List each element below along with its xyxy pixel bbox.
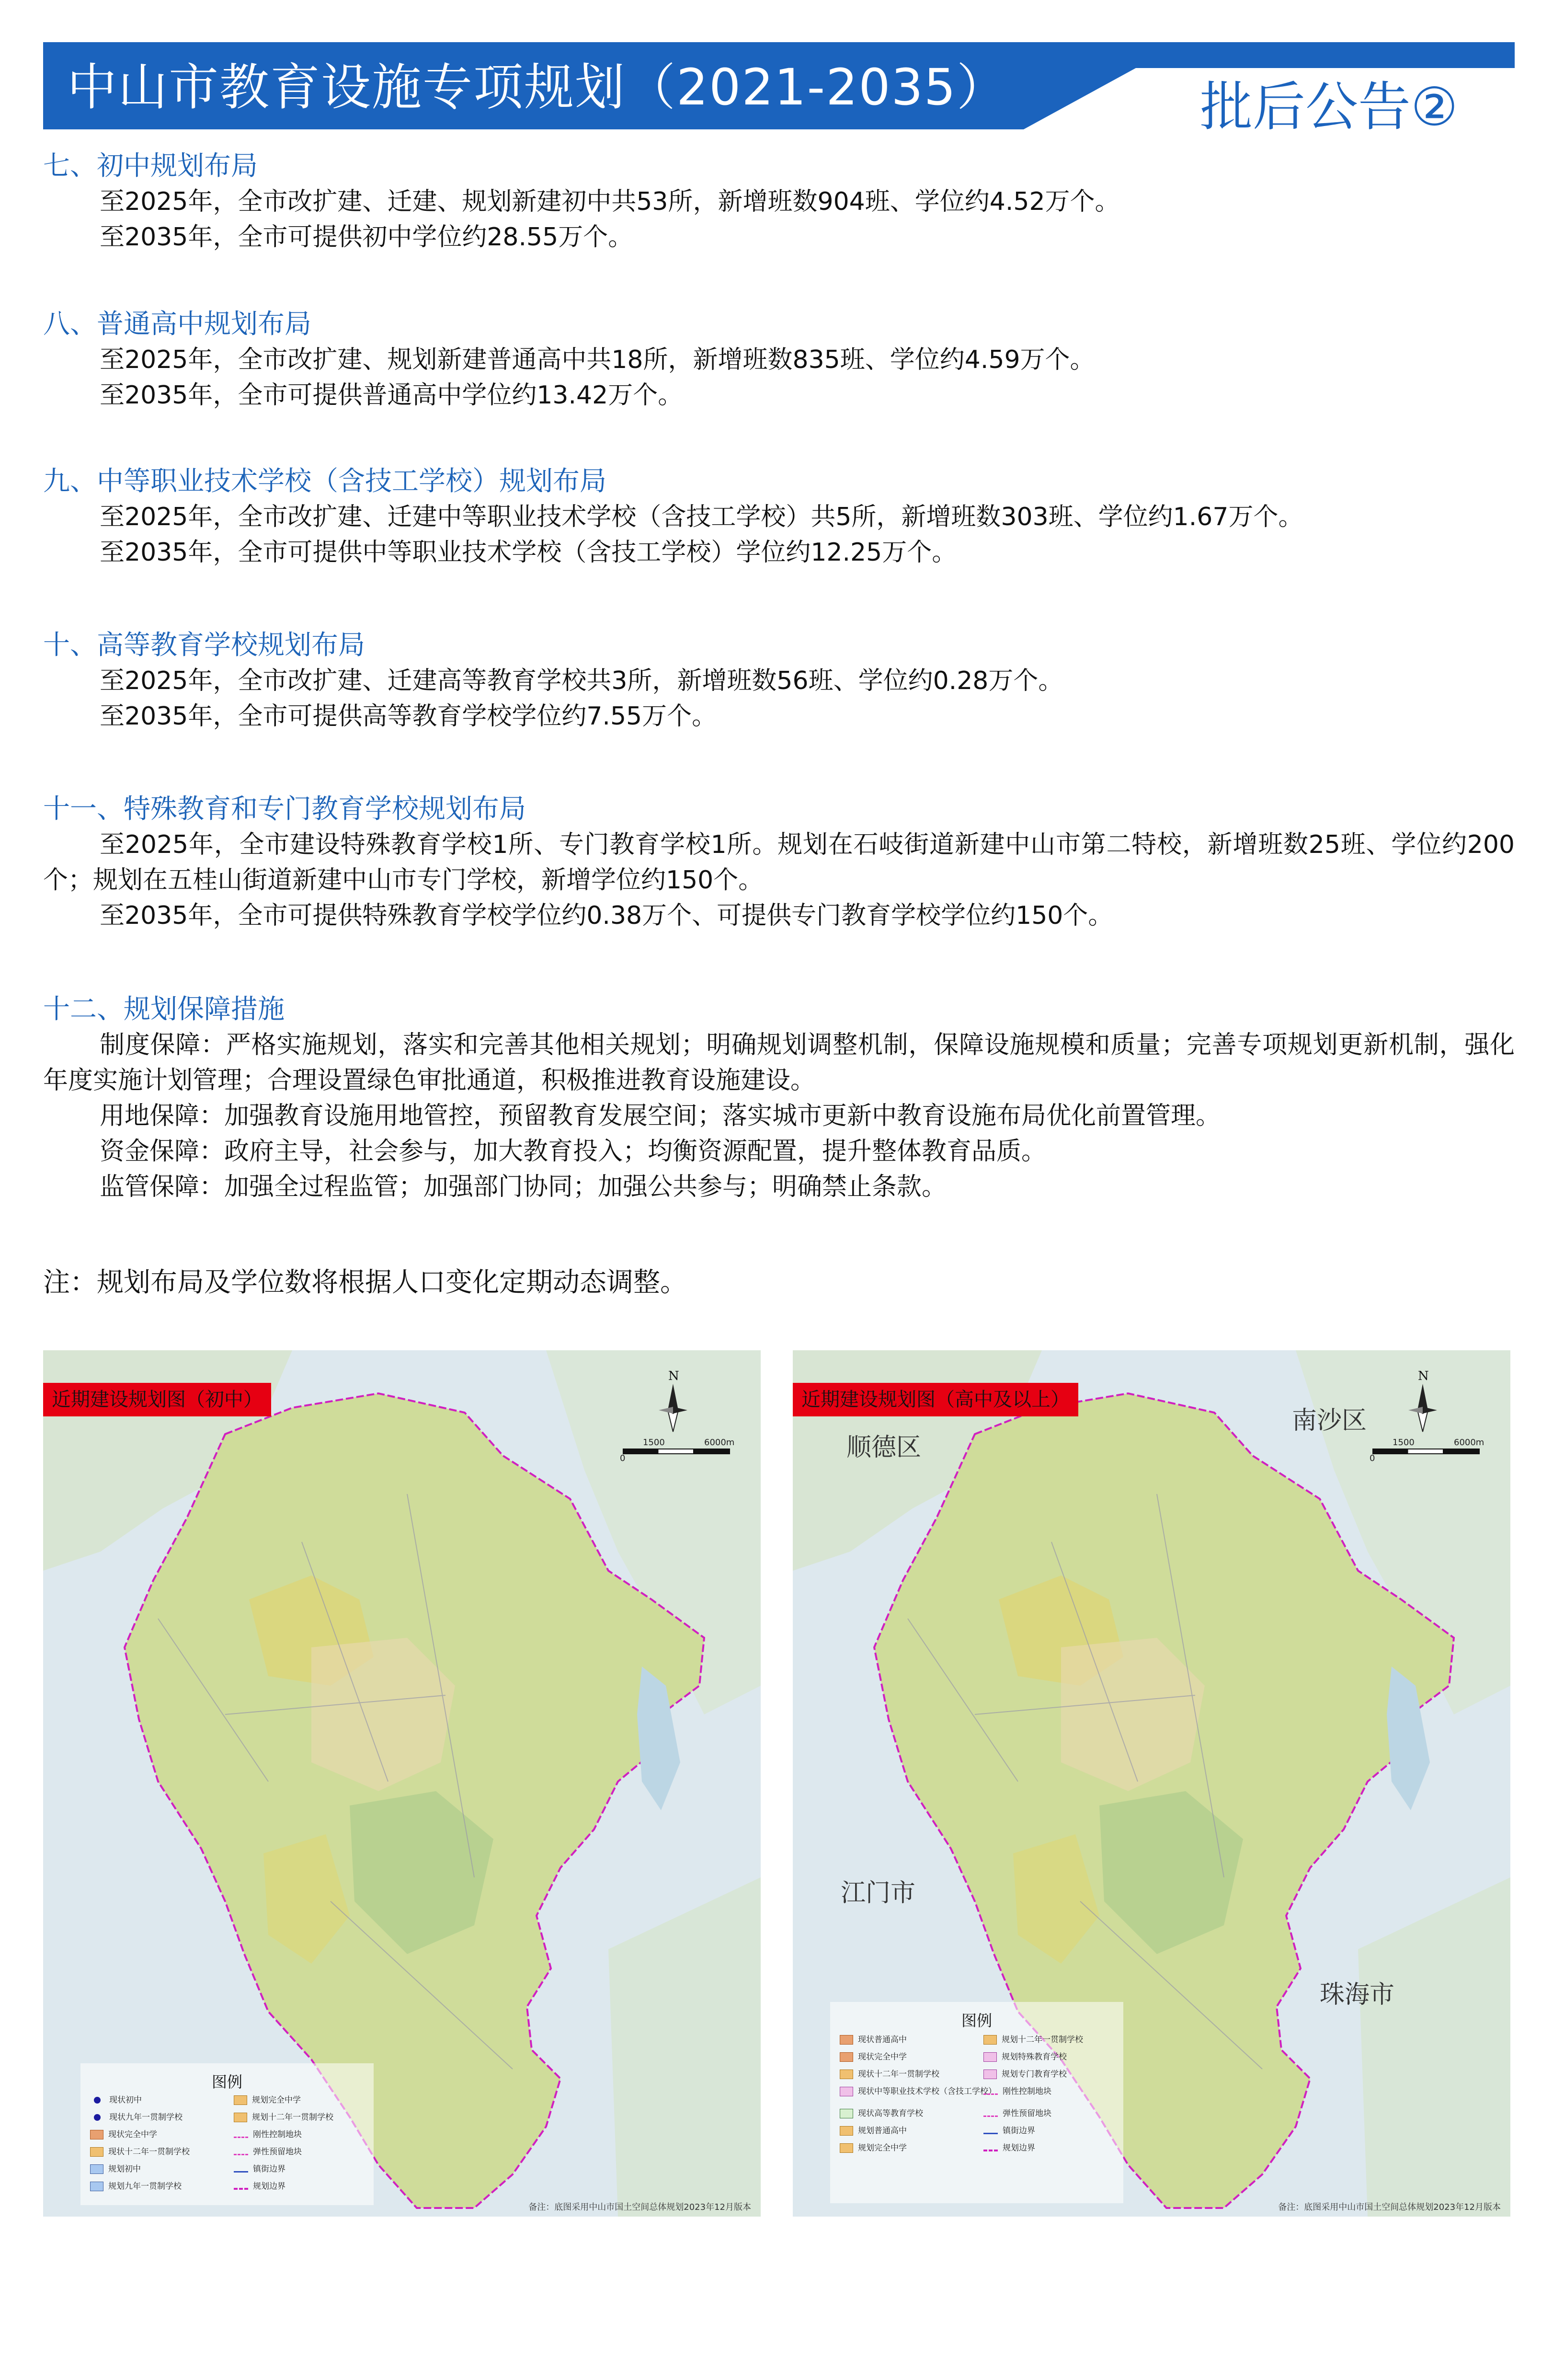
- section-title: 九、中等职业技术学校（含技工学校）规划布局: [43, 466, 606, 497]
- legend-item: 刚性控制地块: [983, 2085, 1051, 2098]
- legend-item: 规划专门教育学校: [983, 2068, 1067, 2081]
- section-paragraph: 至2035年，全市可提供特殊教育学校学位约0.38万个、可提供专门教育学校学位约150个。: [100, 901, 1113, 930]
- square-icon: [90, 2164, 103, 2174]
- legend-item: 现状十二年一贯制学校: [840, 2068, 939, 2081]
- line-icon: [234, 2188, 248, 2190]
- legend-item: 现状高等教育学校: [840, 2107, 923, 2120]
- line-icon: [234, 2154, 248, 2155]
- north-label: N: [668, 1369, 679, 1383]
- square-icon: [90, 2182, 103, 2191]
- section-paragraph: 至2035年，全市可提供普通高中学位约13.42万个。: [100, 381, 683, 410]
- map-header: 近期建设规划图（初中）: [43, 1383, 271, 1416]
- section-safeguards: [43, 992, 1515, 1205]
- legend-item: 镇街边界: [983, 2125, 1035, 2137]
- legend-item: 现状中等职业技术学校（含技工学校）: [840, 2085, 996, 2098]
- section-senior-high: [43, 307, 1515, 413]
- announcement-badge: 批后公告②: [1200, 76, 1458, 138]
- scale-bar: [1372, 1449, 1480, 1454]
- map-header: 近期建设规划图（高中及以上）: [793, 1383, 1078, 1416]
- square-icon: [90, 2147, 103, 2157]
- square-icon: [983, 2070, 997, 2079]
- adjustment-note: 注：规划布局及学位数将根据人口变化定期动态调整。: [43, 1267, 687, 1298]
- map-legend: [80, 2063, 374, 2205]
- section-title: 十二、规划保障措施: [43, 994, 285, 1025]
- region-label-shunde: 顺德区: [846, 1433, 922, 1462]
- legend-item: 弹性预留地块: [234, 2146, 302, 2158]
- legend-item: 现状完全中学: [90, 2128, 157, 2141]
- square-icon: [840, 2070, 853, 2079]
- square-icon: [840, 2035, 853, 2045]
- line-icon: [983, 2116, 998, 2117]
- legend-item: 规划初中: [90, 2163, 141, 2175]
- compass-icon: [1406, 1369, 1439, 1441]
- line-icon: [983, 2093, 998, 2095]
- section-paragraph: 至2025年，全市改扩建、迁建中等职业技术学校（含技工学校）共5所，新增班数303班、学位约1.67万个。: [100, 503, 1303, 531]
- square-icon: [983, 2052, 997, 2062]
- section-paragraph: 至2035年，全市可提供初中学位约28.55万个。: [100, 223, 633, 252]
- square-icon: [840, 2087, 853, 2096]
- map-junior-high: [43, 1350, 761, 2217]
- section-title: 十一、特殊教育和专门教育学校规划布局: [43, 793, 526, 825]
- legend-item: 现状完全中学: [840, 2051, 907, 2063]
- legend-item: 现状九年一贯制学校: [90, 2111, 183, 2124]
- dot-icon: [90, 2095, 104, 2105]
- map-legend: [830, 2002, 1123, 2203]
- north-arrow: [656, 1369, 690, 1441]
- section-paragraph: 资金保障：政府主导，社会参与，加大教育投入；均衡资源配置，提升整体教育品质。: [100, 1137, 1047, 1166]
- scale-label-start: 0: [620, 1453, 626, 1463]
- legend-item: 现状十二年一贯制学校: [90, 2146, 190, 2158]
- legend-item: 规划十二年一贯制学校: [983, 2034, 1083, 2046]
- section-paragraph: 至2025年，全市改扩建、迁建、规划新建初中共53所，新增班数904班、学位约4.52万个。: [100, 187, 1120, 216]
- line-icon: [234, 2171, 248, 2173]
- scale-bar: [623, 1449, 730, 1454]
- legend-item: 规划普通高中: [840, 2125, 907, 2137]
- region-label-zhuhai: 珠海市: [1320, 1980, 1395, 2009]
- section-higher-education: [43, 628, 1515, 734]
- legend-item: 现状普通高中: [840, 2034, 907, 2046]
- section-paragraph: 至2025年，全市改扩建、规划新建普通高中共18所，新增班数835班、学位约4.59万个。: [100, 345, 1095, 374]
- legend-item: 规划九年一贯制学校: [90, 2180, 182, 2193]
- legend-item: 规划十二年一贯制学校: [234, 2111, 333, 2124]
- dot-icon: [90, 2113, 104, 2122]
- square-icon: [90, 2130, 103, 2139]
- legend-item: 规划完全中学: [234, 2094, 301, 2106]
- legend-item: 现状初中: [90, 2094, 142, 2106]
- legend-item: 规划边界: [983, 2142, 1035, 2154]
- scale-label-mid: 1500: [1393, 1437, 1415, 1448]
- region-label-jiangmen: 江门市: [841, 1879, 916, 1908]
- compass-icon: [656, 1369, 690, 1441]
- scale-label-end: 6000m: [704, 1437, 735, 1448]
- square-icon: [840, 2126, 853, 2136]
- map-footnote: 备注：底图采用中山市国土空间总体规划2023年12月版本: [528, 2202, 751, 2212]
- map-senior-high: [793, 1350, 1510, 2217]
- scale-label-mid: 1500: [643, 1437, 665, 1448]
- square-icon: [234, 2095, 247, 2105]
- map-footnote: 备注：底图采用中山市国土空间总体规划2023年12月版本: [1278, 2202, 1501, 2212]
- section-title: 十、高等教育学校规划布局: [43, 630, 365, 661]
- section-paragraph: 制度保障：严格实施规划，落实和完善其他相关规划；明确规划调整机制，保障设施规模和质量；完善专项规划更新机制，强化年度实施计划管理；合理设置绿色审批通道，积极推进教育设施建设。: [43, 1031, 1515, 1095]
- section-junior-high: [43, 149, 1515, 255]
- square-icon: [983, 2035, 997, 2045]
- section-paragraph: 至2035年，全市可提供高等教育学校学位约7.55万个。: [100, 702, 717, 731]
- square-icon: [840, 2109, 853, 2118]
- section-paragraph: 至2025年，全市改扩建、迁建高等教育学校共3所，新增班数56班、学位约0.28万个。: [100, 667, 1063, 695]
- legend-item: 规划完全中学: [840, 2142, 907, 2154]
- section-paragraph: 至2035年，全市可提供中等职业技术学校（含技工学校）学位约12.25万个。: [100, 538, 957, 567]
- section-paragraph: 至2025年，全市建设特殊教育学校1所、专门教育学校1所。规划在石岐街道新建中山市第二特校，新增班数25班、学位约200个；规划在五桂山街道新建中山市专门学校，新增学位约150个。: [43, 830, 1515, 895]
- section-paragraph: 用地保障：加强教育设施用地管控，预留教育发展空间；落实城市更新中教育设施布局优化前置管理。: [100, 1102, 1221, 1130]
- legend-item: 规划边界: [234, 2180, 285, 2193]
- north-label: N: [1418, 1369, 1429, 1383]
- square-icon: [840, 2143, 853, 2153]
- section-title: 八、普通高中规划布局: [43, 309, 311, 340]
- legend-item: 弹性预留地块: [983, 2107, 1051, 2120]
- square-icon: [234, 2113, 247, 2122]
- legend-item: 镇街边界: [234, 2163, 285, 2175]
- region-label-nansha: 南沙区: [1292, 1406, 1367, 1435]
- legend-item: 刚性控制地块: [234, 2128, 302, 2141]
- scale-label-end: 6000m: [1454, 1437, 1484, 1448]
- section-title: 七、初中规划布局: [43, 150, 258, 182]
- page-title: 中山市教育设施专项规划（2021-2035）: [67, 58, 1007, 116]
- square-icon: [840, 2052, 853, 2062]
- section-vocational: [43, 464, 1515, 570]
- section-paragraph: 监管保障：加强全过程监管；加强部门协同；加强公共参与；明确禁止条款。: [100, 1173, 947, 1201]
- north-arrow: [1406, 1369, 1439, 1441]
- legend-title: 图例: [211, 2073, 242, 2091]
- legend-title: 图例: [961, 2012, 992, 2030]
- line-icon: [983, 2150, 998, 2151]
- line-icon: [983, 2133, 998, 2134]
- scale-label-start: 0: [1370, 1453, 1375, 1463]
- section-special-education: [43, 792, 1515, 933]
- line-icon: [234, 2137, 248, 2138]
- legend-item: 规划特殊教育学校: [983, 2051, 1067, 2063]
